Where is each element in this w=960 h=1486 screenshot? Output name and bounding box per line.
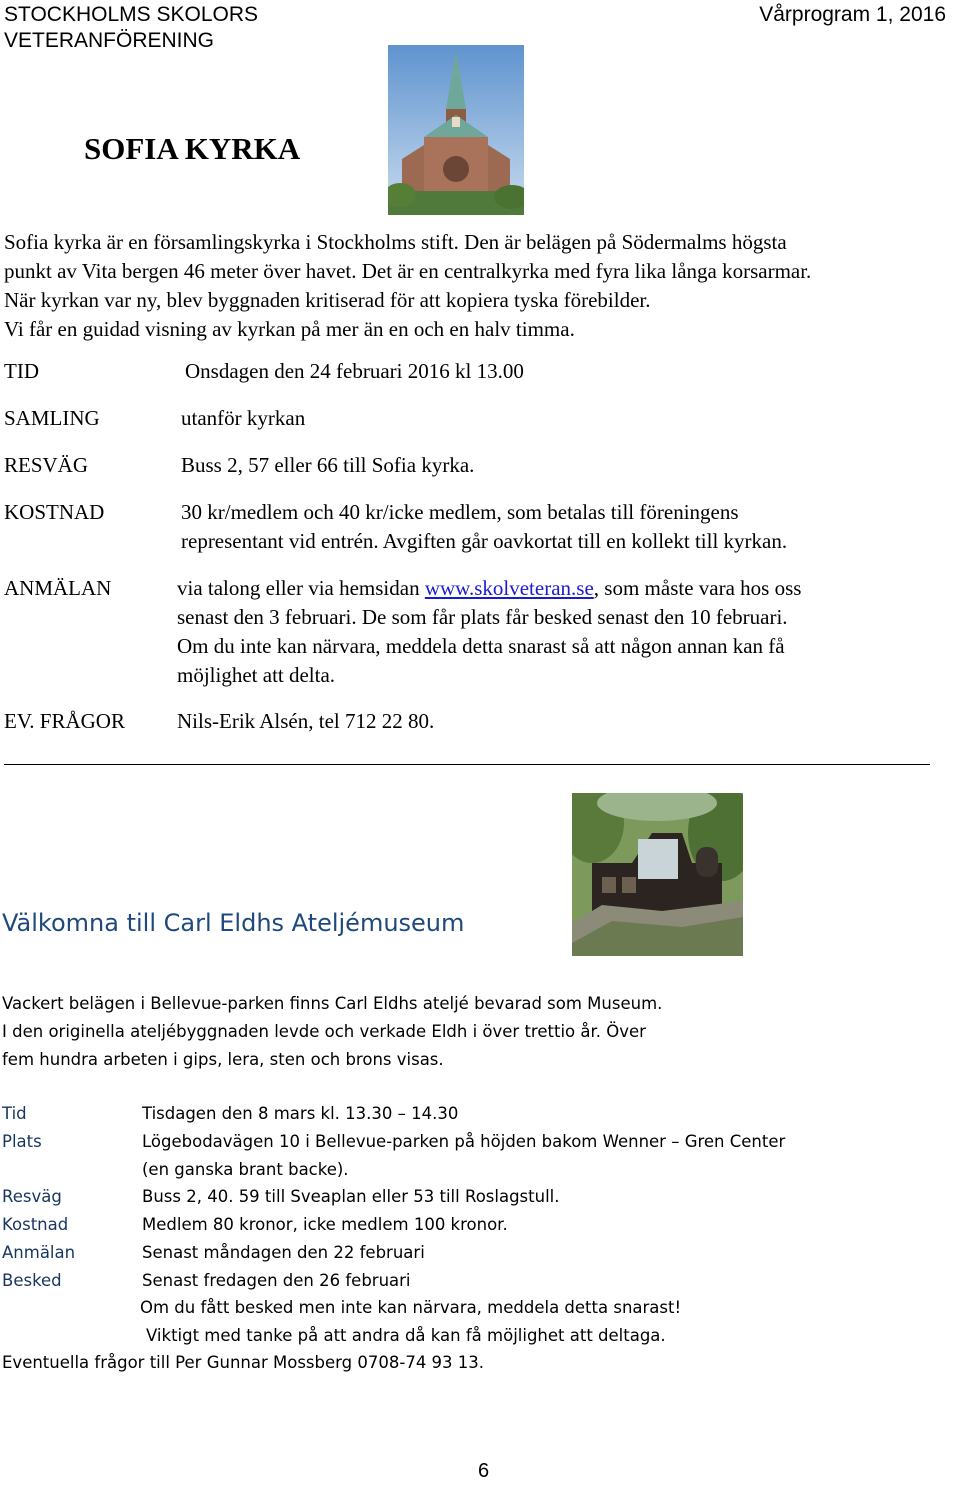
anmalan-post: , som måste vara hos oss (593, 576, 802, 600)
besked-label: Besked (2, 1271, 62, 1290)
sofia-anmalan-row (0, 574, 960, 690)
fragor-label: EV. FRÅGOR (4, 709, 125, 733)
anmalan-label: ANMÄLAN (4, 576, 112, 600)
kostnad-label: KOSTNAD (4, 500, 105, 524)
resvag-label: Resväg (2, 1187, 62, 1206)
anmalan-value (177, 574, 801, 690)
plats-label: Plats (2, 1132, 42, 1151)
kostnad-line: 30 kr/medlem och 40 kr/icke medlem, som betalas till föreningens (181, 500, 739, 524)
resvag-value: Buss 2, 40. 59 till Sveaplan eller 53 till Roslagstull. (142, 1187, 560, 1206)
anmalan-line: möjlighet att delta. (177, 663, 336, 687)
plats-line: (en ganska brant backe). (142, 1160, 349, 1179)
resvag-label: RESVÄG (4, 453, 89, 477)
intro-line: punkt av Vita bergen 46 meter över havet. Det är en centralkyrka med fyra lika långa korsarmar. (4, 259, 812, 283)
program-label: Vårprogram 1, 2016 (759, 3, 946, 26)
org-name-line2: VETERANFÖRENING (4, 29, 215, 52)
anmalan-value: Senast måndagen den 22 februari (142, 1243, 425, 1262)
anmalan-line: senast den 3 februari. De som får plats får besked senast den 10 februari. (177, 605, 788, 629)
org-name-line1: STOCKHOLMS SKOLORS (4, 3, 259, 26)
sofia-kostnad-row (0, 498, 960, 556)
samling-label: SAMLING (4, 406, 100, 430)
eldh-title: Välkomna till Carl Eldhs Ateljémuseum (2, 909, 465, 937)
eldh-questions: Eventuella frågor till Per Gunnar Mossberg 0708-74 93 13. (2, 1353, 485, 1372)
intro-line: När kyrkan var ny, blev byggnaden kritiserad för att kopiera tyska förebilder. (4, 288, 651, 312)
intro-line: Vi får en guidad visning av kyrkan på mer än en och en halv timma. (4, 317, 575, 341)
church-photo (388, 45, 524, 215)
ateljemuseum-photo (572, 793, 743, 956)
desc-line: Vackert belägen i Bellevue-parken finns Carl Eldhs ateljé bevarad som Museum. (2, 994, 663, 1013)
anmalan-line: Om du inte kan närvara, meddela detta snarast så att någon annan kan få (177, 634, 785, 658)
fragor-value: Nils-Erik Alsén, tel 712 22 80. (177, 709, 435, 733)
kostnad-line: representant vid entrén. Avgiften går oavkortat till en kollekt till kyrkan. (181, 529, 788, 553)
section-divider (4, 764, 930, 765)
kostnad-label: Kostnad (2, 1215, 69, 1234)
eldh-plats-row (0, 1128, 960, 1184)
plats-value (142, 1128, 785, 1184)
besked-value: Senast fredagen den 26 februari (142, 1271, 411, 1290)
page-number: 6 (478, 1460, 490, 1482)
website-link[interactable]: www.skolveteran.se (424, 576, 594, 600)
intro-line: Sofia kyrka är en församlingskyrka i Stockholms stift. Den är belägen på Södermalms högsta (4, 230, 787, 254)
anmalan-label: Anmälan (2, 1243, 76, 1262)
desc-line: fem hundra arbeten i gips, lera, sten och brons visas. (2, 1050, 444, 1069)
kostnad-value: Medlem 80 kronor, icke medlem 100 kronor. (142, 1215, 508, 1234)
anmalan-line (177, 574, 801, 603)
desc-line: I den originella ateljébyggnaden levde och verkade Eldh i över trettio år. Över (2, 1022, 646, 1041)
plats-line: Lögebodavägen 10 i Bellevue-parken på höjden bakom Wenner – Gren Center (142, 1132, 786, 1151)
eldh-note-1: Om du fått besked men inte kan närvara, meddela detta snarast! (140, 1298, 682, 1317)
resvag-value: Buss 2, 57 eller 66 till Sofia kyrka. (181, 453, 475, 477)
tid-label: Tid (2, 1104, 27, 1123)
samling-value: utanför kyrkan (181, 406, 306, 430)
tid-value: Tisdagen den 8 mars kl. 13.30 – 14.30 (142, 1104, 459, 1123)
eldh-note-2: Viktigt med tanke på att andra då kan få möjlighet att deltaga. (146, 1326, 666, 1345)
sofia-intro (4, 228, 811, 344)
kostnad-value (181, 498, 787, 556)
org-name (4, 2, 258, 54)
tid-value: Onsdagen den 24 februari 2016 kl 13.00 (185, 359, 524, 383)
anmalan-pre: via talong eller via hemsidan (177, 576, 425, 600)
sofia-title: SOFIA KYRKA (84, 131, 301, 166)
eldh-description (2, 990, 662, 1074)
tid-label: TID (4, 359, 39, 383)
